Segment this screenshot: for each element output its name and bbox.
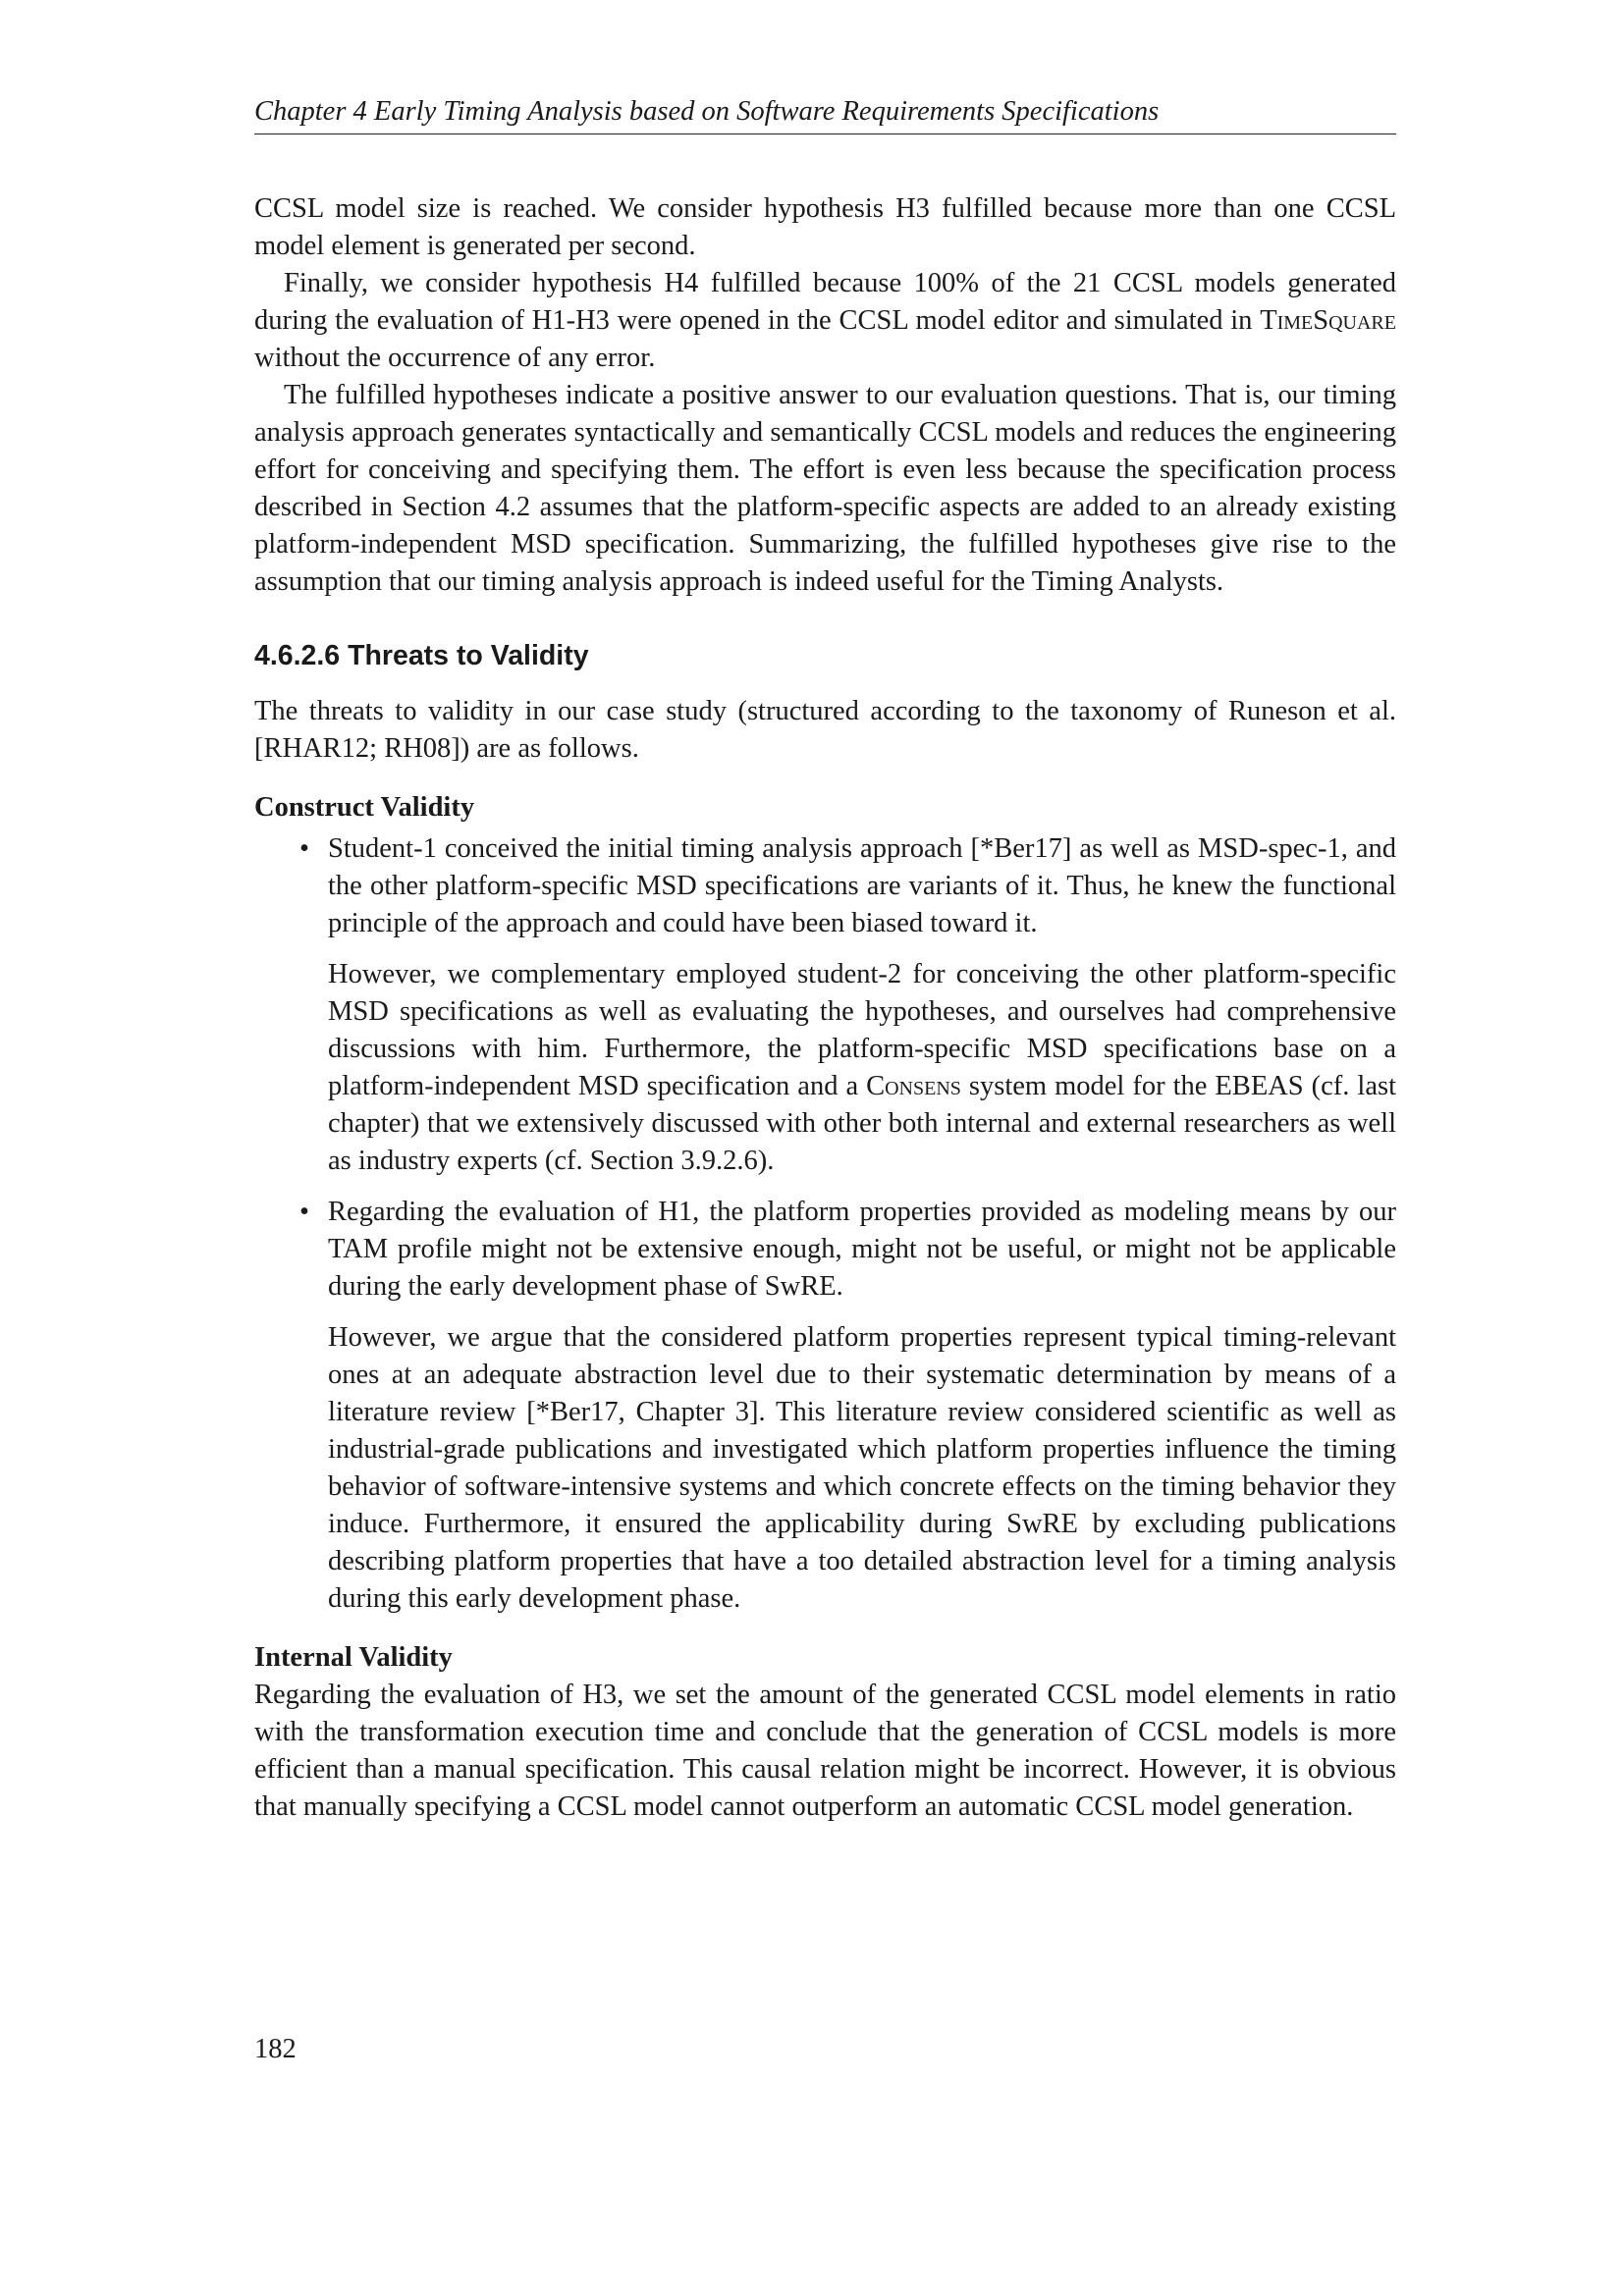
subheading-internal-validity: Internal Validity: [254, 1642, 453, 1673]
running-head: Chapter 4 Early Timing Analysis based on Software Requirements Specifications: [254, 94, 1396, 134]
page-body: [254, 190, 1396, 1826]
paragraph-h4-text-start: Finally, we consider hypothesis H4 fulfilled because 100% of the 21 CCSL models generated during the evaluation of H1-H3 were opened in the CCSL model editor and simulated in: [254, 268, 1396, 336]
paragraph-threats-intro: The threats to validity in our case study (structured according to the taxonomy of Runeson et al. [RHAR12; RH08]) are as follows.: [254, 696, 1396, 764]
subheading-construct-validity: Construct Validity: [254, 792, 475, 823]
section-heading-threats: 4.6.2.6 Threats to Validity: [254, 640, 589, 671]
list-item: [254, 1194, 1396, 1618]
paragraph-h4-conclusion: [254, 265, 1396, 377]
paragraph-h3-conclusion: CCSL model size is reached. We consider hypothesis H3 fulfilled because more than one CCSL model element is generated per second.: [254, 193, 1396, 261]
construct-validity-list: [254, 830, 1396, 1618]
bullet-marker: •: [299, 1197, 309, 1227]
page-number: 182: [254, 2034, 297, 2064]
paragraph-h4-text-end: without the occurrence of any error.: [254, 343, 656, 373]
timesquare-name: TimeSquare: [1260, 305, 1396, 336]
bullet1-mitigation-text: [328, 956, 1396, 1180]
list-item: [254, 830, 1396, 1180]
consens-name: Consens: [866, 1071, 961, 1101]
bullet2-threat-text: Regarding the evaluation of H1, the platform properties provided as modeling means by our TAM profile might not be extensive enough, might not be useful, or might not be applicable during the early development phase of SwRE.: [328, 1197, 1396, 1302]
bullet1-threat-text: Student-1 conceived the initial timing analysis approach [*Ber17] as well as MSD-spec-1, and the other platform-specific MSD specifications are variants of it. Thus, he knew the functional principle of the approach and could have been biased toward it.: [328, 833, 1396, 938]
bullet1-mitigation-end: system model for the EBEAS (cf. last chapter) that we extensively discussed with other both internal and external researchers as well as industry experts (cf. Section 3.9.2.6).: [328, 1071, 1396, 1176]
paragraph-internal-validity: Regarding the evaluation of H3, we set the amount of the generated CCSL model elements in ratio with the transformation execution time and conclude that the generation of CCSL models is more efficient than a manual specification. This causal relation might be incorrect. However, it is obvious that manually specifying a CCSL model cannot outperform an automatic CCSL model generation.: [254, 1680, 1396, 1822]
bullet-marker: •: [299, 833, 309, 864]
paragraph-hypotheses-summary: The fulfilled hypotheses indicate a positive answer to our evaluation questions. That is, our timing analysis approach generates syntactically and semantically CCSL models and reduces the engineering effort for conceiving and specifying them. The effort is even less because the specification process described in Section 4.2 assumes that the platform-specific aspects are added to an already existing platform-independent MSD specification. Summarizing, the fulfilled hypotheses give rise to the assumption that our timing analysis approach is indeed useful for the Timing Analysts.: [254, 380, 1396, 597]
bullet2-mitigation-text: However, we argue that the considered platform properties represent typical timing-relevant ones at an adequate abstraction level due to their systematic determination by means of a literature review [*Ber17, Chapter 3]. This literature review considered scientific as well as industrial-grade publications and investigated which platform properties influence the timing behavior of software-intensive systems and which concrete effects on the timing behavior they induce. Furthermore, it ensured the applicability during SwRE by excluding publications describing platform properties that have a too detailed abstraction level for a timing analysis during this early development phase.: [328, 1322, 1396, 1614]
bullet1-mitigation-start: However, we complementary employed student-2 for conceiving the other platform-specific MSD specifications as well as evaluating the hypotheses, and ourselves had comprehensive discussions with him. Furthermore, the platform-specific MSD specifications base on a platform-independent MSD specification and a: [328, 959, 1396, 1101]
